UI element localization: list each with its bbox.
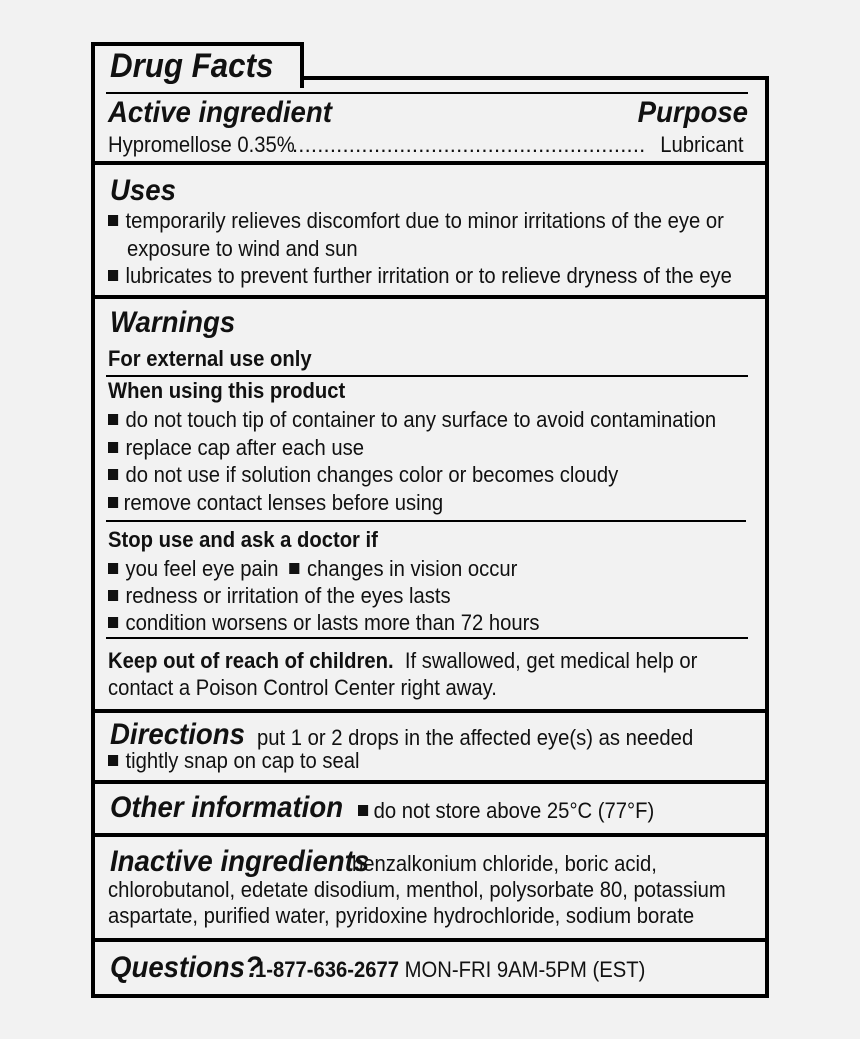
list-item: remove contact lenses before using [108, 490, 443, 516]
questions-heading: Questions? [110, 951, 262, 984]
bullet-square-icon [358, 805, 368, 816]
list-item: temporarily relieves discomfort due to minor irritations of the eye or [108, 208, 724, 234]
uses-heading: Uses [110, 174, 176, 207]
bullet-square-icon [108, 414, 118, 425]
bullet-square-icon [108, 563, 118, 574]
list-item-continuation: exposure to wind and sun [127, 236, 358, 261]
when-using-heading: When using this product [108, 378, 346, 403]
list-item: lubricates to prevent further irritation or to relieve dryness of the eye [108, 263, 732, 289]
inactive-ingredients-heading: Inactive ingredients [110, 845, 370, 878]
questions-contact [255, 957, 645, 983]
section-divider [95, 161, 765, 165]
warnings-divider [106, 375, 748, 377]
bullet-square-icon [108, 590, 118, 601]
title-rule [106, 92, 748, 94]
bullet-square-icon [108, 270, 118, 281]
section-divider [95, 938, 765, 942]
section-divider [95, 780, 765, 784]
directions-heading: Directions [110, 718, 245, 751]
bullet-square-icon [290, 563, 300, 574]
ingredient-purpose: Lubricant [660, 132, 744, 157]
section-divider [95, 833, 765, 837]
purpose-heading: Purpose [637, 96, 748, 129]
warnings-divider [106, 637, 748, 639]
list-item: you feel eye pain changes in vision occur [108, 556, 517, 582]
ingredient-name: Hypromellose 0.35% [108, 132, 295, 157]
drug-facts-title: Drug Facts [110, 47, 274, 85]
list-item: do not store above 25°C (77°F) [358, 798, 654, 824]
inactive-ingredients-line: benzalkonium chloride, boric acid, [352, 851, 657, 876]
list-item: condition worsens or lasts more than 72 hours [108, 610, 539, 636]
phone-number: 1-877-636-2677 [255, 957, 400, 982]
list-item: do not use if solution changes color or becomes cloudy [108, 462, 618, 488]
bullet-square-icon [108, 442, 118, 453]
bullet-square-icon [108, 215, 118, 226]
active-ingredient-line [108, 132, 748, 158]
warnings-divider [106, 520, 746, 522]
bullet-square-icon [108, 469, 118, 480]
keep-out-label: Keep out of reach of children. [108, 648, 394, 673]
keep-out-line: Keep out of reach of children. If swallowed, get medical help or [108, 648, 698, 673]
keep-out-line-2: contact a Poison Control Center right away. [108, 675, 497, 700]
list-item: replace cap after each use [108, 435, 364, 461]
other-information-heading: Other information [110, 791, 344, 824]
bullet-square-icon [108, 755, 118, 766]
list-item: redness or irritation of the eyes lasts [108, 583, 451, 609]
bullet-square-icon [108, 497, 118, 508]
section-divider [95, 295, 765, 299]
external-use-label: For external use only [108, 346, 312, 371]
inactive-ingredients-line: aspartate, purified water, pyridoxine hydrochloride, sodium borate [108, 903, 695, 928]
stop-use-heading: Stop use and ask a doctor if [108, 527, 378, 552]
list-item: do not touch tip of container to any surface to avoid contamination [108, 407, 716, 433]
list-item: tightly snap on cap to seal [108, 748, 360, 774]
inactive-ingredients-line: chlorobutanol, edetate disodium, menthol, polysorbate 80, potassium [108, 877, 726, 902]
warnings-heading: Warnings [110, 306, 236, 339]
directions-text: put 1 or 2 drops in the affected eye(s) as needed [257, 725, 694, 750]
office-hours: MON-FRI 9AM-5PM (EST) [404, 957, 646, 982]
bullet-square-icon [108, 617, 118, 628]
section-divider [95, 709, 765, 713]
active-ingredient-heading: Active ingredient [108, 96, 332, 129]
ingredient-dots: ........................................................ [292, 132, 646, 157]
